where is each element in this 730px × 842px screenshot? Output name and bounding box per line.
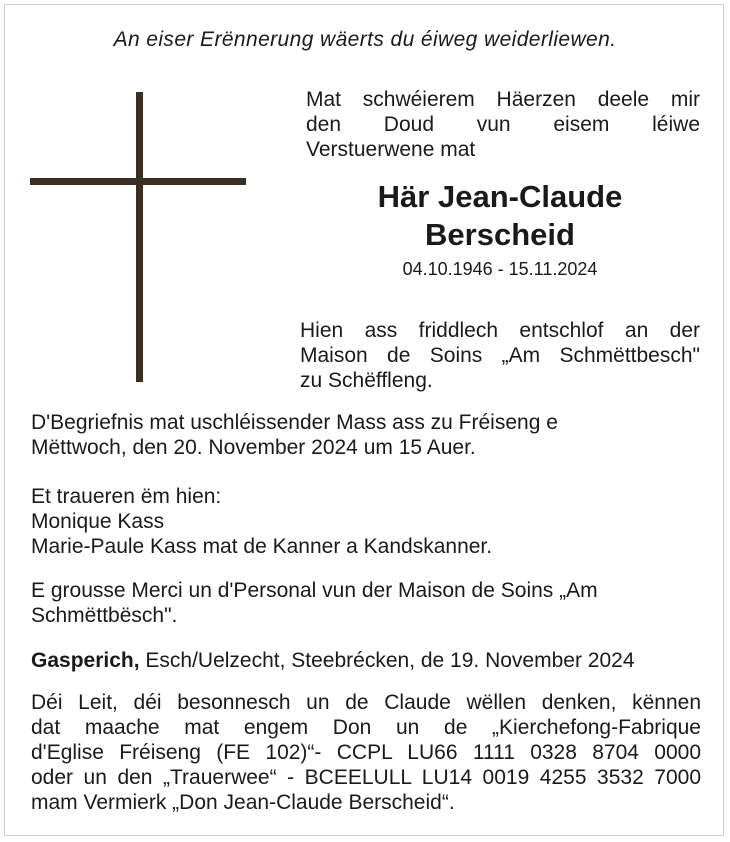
cross-icon	[30, 92, 246, 382]
thanks-line: E grousse Merci un d'Personal vun der Maison de Soins „Am	[31, 579, 598, 602]
donation-line: dat maache mat engem Don un de „Kierchefong-Fabrique	[31, 716, 701, 739]
name-line: Här Jean-Claude	[377, 179, 623, 214]
intro-line: den Doud vun eisem léiwe	[306, 113, 700, 136]
deceased-name	[300, 178, 700, 254]
donation-line: oder un den „Trauerwee“ - BCEELULL LU14 0019 4255 3532 7000	[31, 766, 701, 789]
place-of-death	[300, 318, 700, 393]
funeral-info	[31, 410, 701, 460]
thanks-note	[31, 578, 701, 628]
place-line: Maison de Soins „Am Schmëttbesch"	[300, 344, 700, 367]
signature-rest: Esch/Uelzecht, Steebrécken, de 19. November 2024	[139, 649, 635, 672]
intro-line: Mat schwéierem Häerzen deele mir	[306, 88, 700, 111]
funeral-line: D'Begriefnis mat uschléissender Mass ass zu Fréiseng e	[31, 411, 558, 434]
name-line: Berscheid	[425, 217, 575, 252]
place-line: zu Schëffleng.	[300, 369, 433, 392]
donation-line: mam Vermierk „Don Jean-Claude Berscheid“.	[31, 791, 455, 814]
donation-line: d'Eglise Fréiseng (FE 102)“- CCPL LU66 1111 0328 8704 0000	[31, 741, 701, 764]
signature-line	[31, 648, 701, 673]
intro-text	[306, 87, 700, 162]
place-line: Hien ass friddlech entschlof an der	[300, 319, 700, 342]
donation-line: Déi Leit, déi besonnesch un de Claude wëllen denken, kënnen	[31, 691, 701, 714]
cross-vertical-bar	[136, 92, 143, 382]
mourners-line: Monique Kass	[31, 510, 165, 533]
motto: An eiser Erënnerung wäerts du éiweg weiderliewen.	[113, 28, 617, 51]
life-dates: 04.10.1946 - 15.11.2024	[402, 259, 598, 279]
mourners	[31, 484, 701, 559]
intro-line: Verstuerwene mat	[306, 138, 476, 161]
signature-place: Gasperich,	[31, 649, 140, 672]
mourners-line: Marie-Paule Kass mat de Kanner a Kandskanner.	[31, 535, 493, 558]
mourners-line: Et traueren ëm hien:	[31, 485, 222, 508]
donation-info	[31, 690, 701, 815]
cross-horizontal-bar	[30, 178, 246, 185]
funeral-line: Mëttwoch, den 20. November 2024 um 15 Auer.	[31, 436, 476, 459]
thanks-line: Schmëttbësch".	[31, 604, 178, 627]
